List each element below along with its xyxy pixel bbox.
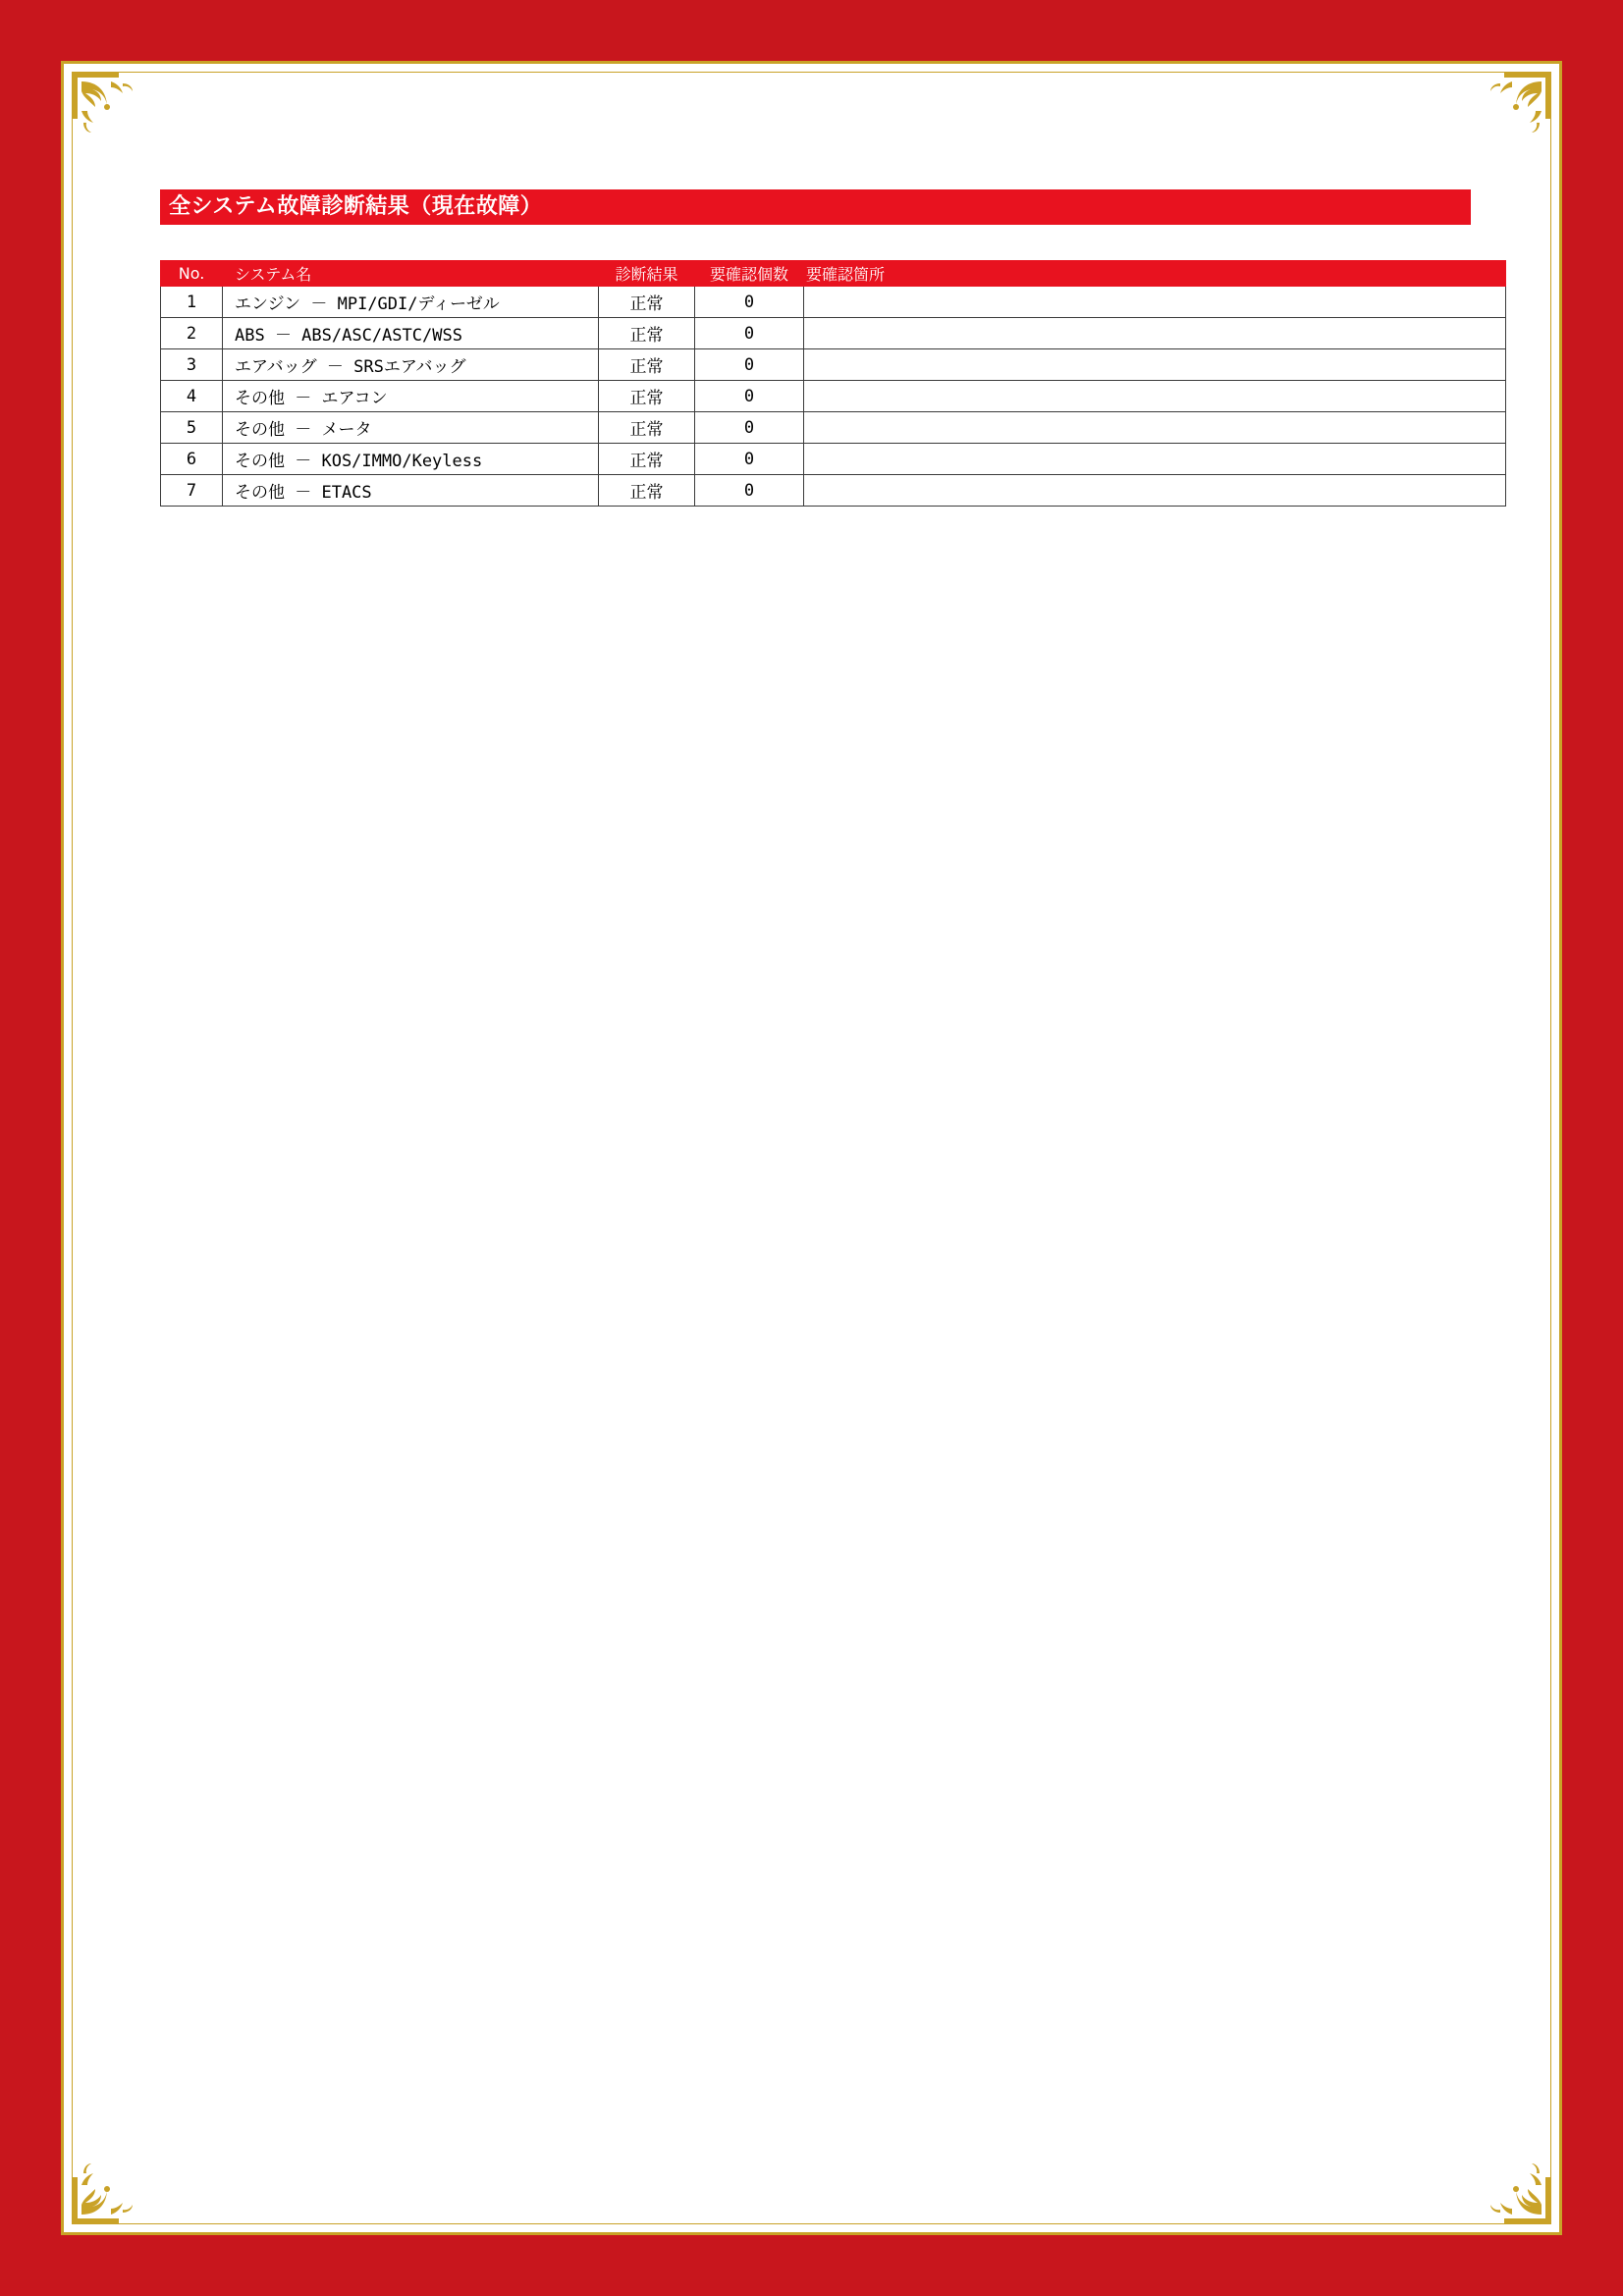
table-row (161, 412, 1506, 444)
column-header-result: 診断結果 (599, 261, 695, 287)
cell-result: 正常 (599, 318, 695, 349)
corner-ornament-bottom-left (68, 2134, 162, 2228)
cell-system: その他 － エアコン (223, 381, 599, 412)
table-row (161, 287, 1506, 318)
corner-ornament-top-right (1461, 68, 1555, 162)
cell-count: 0 (695, 349, 804, 381)
cell-count: 0 (695, 287, 804, 318)
cell-no: 1 (161, 287, 223, 318)
cell-system: その他 － KOS/IMMO/Keyless (223, 444, 599, 475)
cell-no: 4 (161, 381, 223, 412)
section-title: 全システム故障診断結果（現在故障） (160, 189, 1471, 225)
cell-system: エアバッグ － SRSエアバッグ (223, 349, 599, 381)
table-row (161, 475, 1506, 507)
cell-system: ABS － ABS/ASC/ASTC/WSS (223, 318, 599, 349)
cell-no: 7 (161, 475, 223, 507)
document-page (61, 61, 1562, 2235)
cell-result: 正常 (599, 444, 695, 475)
table-body (161, 287, 1506, 507)
cell-place (804, 318, 1506, 349)
cell-no: 2 (161, 318, 223, 349)
cell-count: 0 (695, 475, 804, 507)
corner-ornament-bottom-right (1461, 2134, 1555, 2228)
cell-place (804, 349, 1506, 381)
cell-system: その他 － ETACS (223, 475, 599, 507)
cell-result: 正常 (599, 412, 695, 444)
cell-place (804, 287, 1506, 318)
table-row (161, 318, 1506, 349)
cell-count: 0 (695, 381, 804, 412)
cell-place (804, 444, 1506, 475)
cell-count: 0 (695, 318, 804, 349)
report-content (160, 189, 1471, 507)
table-header-row (161, 261, 1506, 287)
cell-count: 0 (695, 412, 804, 444)
column-header-place: 要確認箇所 (804, 261, 1506, 287)
cell-system: エンジン － MPI/GDI/ディーゼル (223, 287, 599, 318)
cell-no: 3 (161, 349, 223, 381)
cell-count: 0 (695, 444, 804, 475)
table-row (161, 381, 1506, 412)
column-header-system: システム名 (223, 261, 599, 287)
corner-ornament-top-left (68, 68, 162, 162)
cell-result: 正常 (599, 381, 695, 412)
cell-place (804, 475, 1506, 507)
diagnosis-result-table (160, 260, 1506, 507)
column-header-no: No. (161, 261, 223, 287)
cell-result: 正常 (599, 475, 695, 507)
table-row (161, 349, 1506, 381)
cell-place (804, 412, 1506, 444)
cell-no: 5 (161, 412, 223, 444)
table-row (161, 444, 1506, 475)
cell-place (804, 381, 1506, 412)
cell-result: 正常 (599, 287, 695, 318)
cell-no: 6 (161, 444, 223, 475)
cell-result: 正常 (599, 349, 695, 381)
column-header-count: 要確認個数 (695, 261, 804, 287)
cell-system: その他 － メータ (223, 412, 599, 444)
